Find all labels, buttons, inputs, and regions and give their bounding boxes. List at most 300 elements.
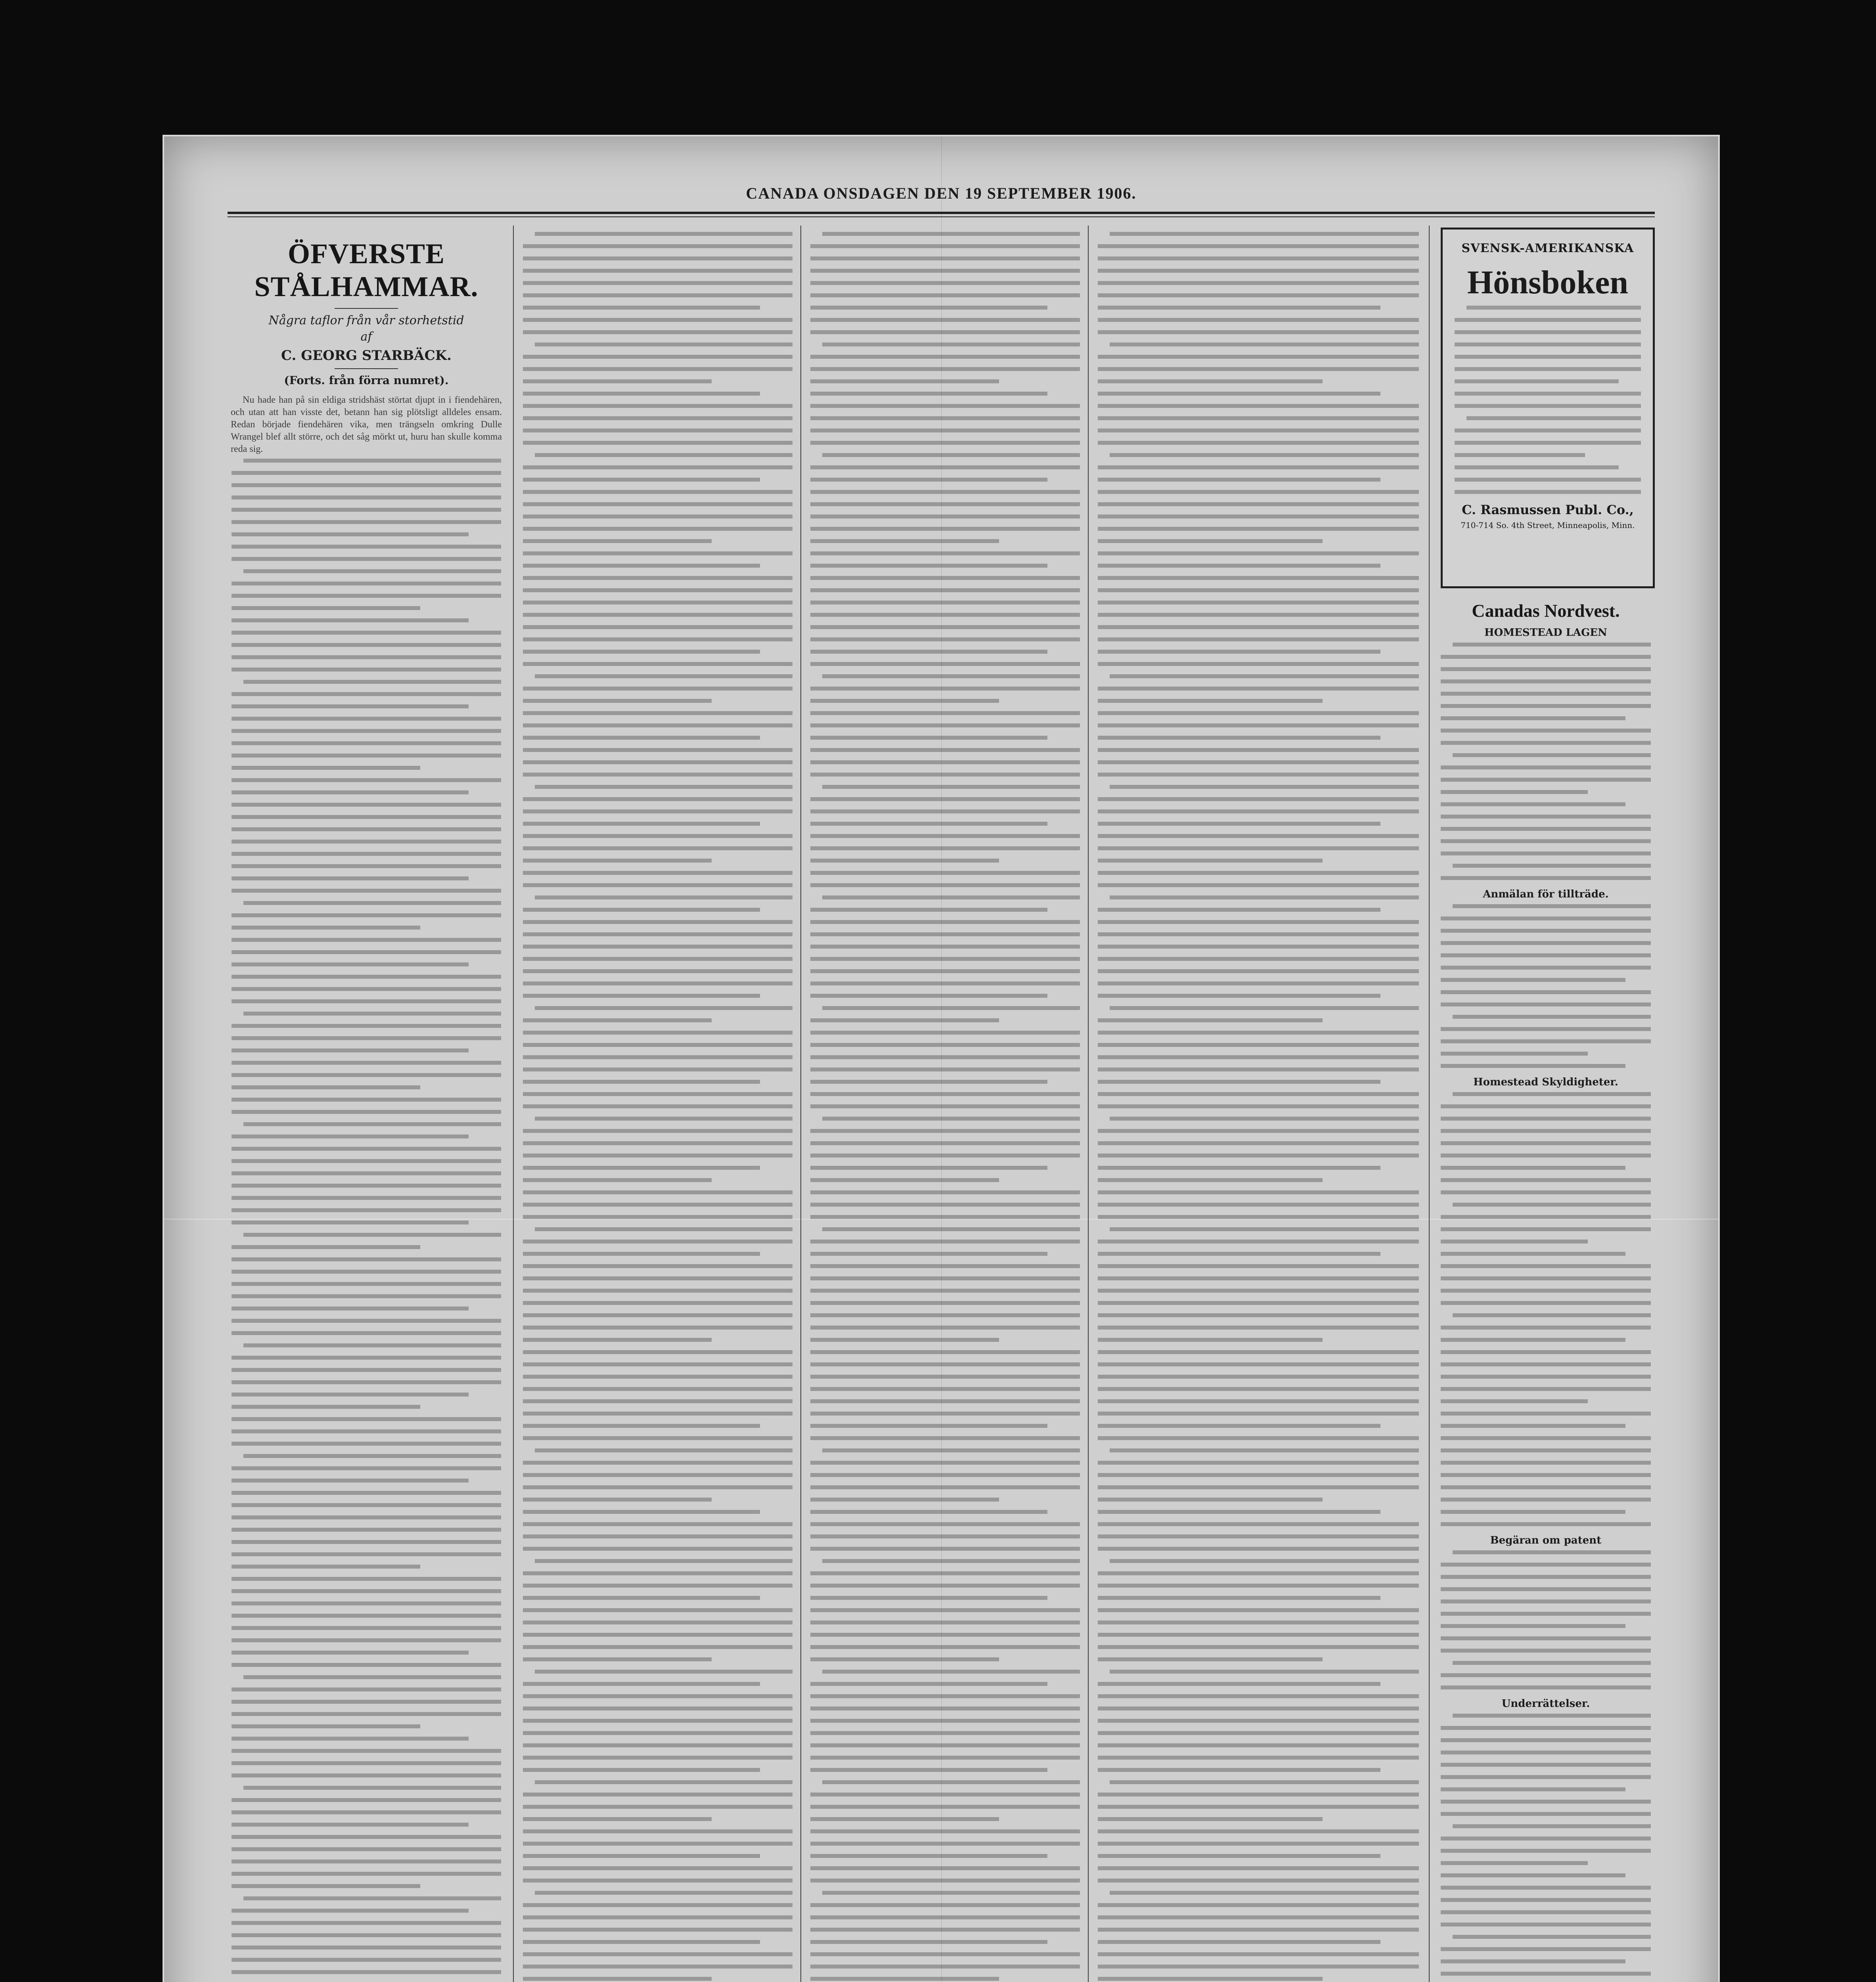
print-line xyxy=(810,1965,1080,1969)
print-line xyxy=(822,1780,1080,1784)
print-line xyxy=(1098,920,1419,924)
print-line xyxy=(523,1707,793,1710)
print-line xyxy=(523,1793,793,1796)
divider xyxy=(335,368,398,369)
print-line xyxy=(810,527,1080,531)
section-text xyxy=(1441,904,1651,1068)
print-line xyxy=(1098,1252,1380,1256)
print-line xyxy=(1441,1338,1625,1342)
print-line xyxy=(1098,1903,1419,1907)
print-line xyxy=(810,1694,1080,1698)
print-line xyxy=(232,766,420,770)
print-line xyxy=(535,674,793,678)
story-continuation-note: (Forts. från förra numret). xyxy=(284,374,449,387)
print-line xyxy=(810,1068,1080,1071)
print-line xyxy=(1098,564,1380,568)
print-line xyxy=(232,1724,420,1728)
print-line xyxy=(1098,281,1419,285)
column-rule xyxy=(513,226,514,1982)
print-line xyxy=(1098,1264,1419,1268)
print-line xyxy=(523,1498,712,1502)
print-line xyxy=(232,1601,501,1605)
print-line xyxy=(1098,515,1419,518)
column-4 xyxy=(1094,226,1423,1982)
print-line xyxy=(1453,1550,1651,1554)
print-line xyxy=(1441,704,1651,708)
print-line xyxy=(1110,1117,1419,1121)
print-line xyxy=(232,1036,501,1040)
print-line xyxy=(523,1682,760,1686)
print-line xyxy=(523,564,760,568)
print-line xyxy=(523,1633,793,1637)
print-line xyxy=(810,711,1080,715)
print-line xyxy=(523,392,760,396)
print-line xyxy=(232,1024,501,1028)
section-subtitle: Homestead Skyldigheter. xyxy=(1473,1076,1618,1088)
masthead-rule xyxy=(228,212,1655,214)
print-line xyxy=(232,1651,469,1655)
print-line xyxy=(1441,1959,1625,1963)
print-line xyxy=(1441,716,1625,720)
print-line xyxy=(232,1442,501,1446)
print-line xyxy=(810,1547,1080,1551)
story-by: af xyxy=(360,330,372,344)
print-line xyxy=(810,539,999,543)
print-line xyxy=(810,1879,1080,1883)
print-line xyxy=(523,1620,793,1624)
print-line xyxy=(1110,1780,1419,1784)
print-line xyxy=(1098,1522,1419,1526)
print-line xyxy=(243,1786,501,1790)
print-line xyxy=(1441,1104,1651,1108)
print-line xyxy=(810,797,1080,801)
print-line xyxy=(1098,932,1419,936)
print-line xyxy=(1098,502,1419,506)
print-line xyxy=(232,1405,420,1409)
print-line xyxy=(1441,1215,1651,1219)
print-line xyxy=(523,1731,793,1735)
print-line xyxy=(232,1417,501,1421)
print-line xyxy=(810,1731,1080,1735)
print-line xyxy=(1098,1707,1419,1710)
print-line xyxy=(523,1068,793,1071)
print-line xyxy=(810,723,1080,727)
print-line xyxy=(1455,367,1641,371)
story-author: C. GEORG STARBÄCK. xyxy=(281,348,452,363)
print-line xyxy=(1455,465,1619,469)
print-line xyxy=(232,1921,501,1925)
print-line xyxy=(810,1584,1080,1588)
print-line xyxy=(1098,1854,1380,1858)
print-line xyxy=(1453,1824,1651,1828)
print-line xyxy=(523,601,793,605)
print-line xyxy=(523,1326,793,1330)
print-line xyxy=(1098,318,1419,322)
print-line xyxy=(523,699,712,703)
print-line xyxy=(523,588,793,592)
print-line xyxy=(1455,355,1641,359)
print-line xyxy=(523,1866,793,1870)
print-line xyxy=(523,1485,793,1489)
print-line xyxy=(1098,1756,1419,1760)
print-line xyxy=(810,1129,1080,1133)
print-line xyxy=(232,999,501,1003)
print-line xyxy=(810,1756,1080,1760)
print-line xyxy=(232,987,501,991)
print-line xyxy=(243,1012,501,1016)
print-line xyxy=(810,859,999,863)
ad-publisher: C. Rasmussen Publ. Co., xyxy=(1462,502,1634,517)
print-line xyxy=(1098,1387,1419,1391)
masthead-rule-thin xyxy=(228,216,1655,217)
print-line xyxy=(535,342,793,346)
print-line xyxy=(1098,1879,1419,1883)
column-1 xyxy=(228,226,505,1982)
print-line xyxy=(243,1343,501,1347)
print-line xyxy=(523,687,793,691)
print-line xyxy=(1441,1726,1651,1730)
print-line xyxy=(810,1018,999,1022)
print-line xyxy=(1441,1837,1651,1840)
print-line xyxy=(810,1952,1080,1956)
print-line xyxy=(232,1860,501,1863)
print-line xyxy=(1098,1977,1323,1981)
print-line xyxy=(1441,1350,1651,1354)
print-line xyxy=(810,1412,1080,1416)
print-line xyxy=(1098,871,1419,875)
print-line xyxy=(1098,1965,1419,1969)
print-line xyxy=(535,1780,793,1784)
print-line xyxy=(523,1645,793,1649)
print-line xyxy=(232,1282,501,1286)
print-line xyxy=(1098,429,1419,432)
print-line xyxy=(810,281,1080,285)
print-line xyxy=(1098,379,1323,383)
print-line xyxy=(1455,330,1641,334)
print-line xyxy=(523,1756,793,1760)
print-line xyxy=(1441,1276,1651,1280)
print-line xyxy=(810,1301,1080,1305)
print-line xyxy=(810,1657,999,1661)
print-line xyxy=(810,687,1080,691)
print-line xyxy=(232,1823,469,1827)
print-line xyxy=(1110,1670,1419,1674)
print-line xyxy=(523,1584,793,1588)
print-line xyxy=(1441,1289,1651,1293)
print-line xyxy=(1098,723,1419,727)
print-line xyxy=(1098,1129,1419,1133)
print-line xyxy=(523,1055,793,1059)
print-line xyxy=(810,1903,1080,1907)
print-line xyxy=(810,908,1047,912)
print-line xyxy=(822,895,1080,899)
print-line xyxy=(1441,1129,1651,1133)
print-line xyxy=(523,1104,793,1108)
print-line xyxy=(810,490,1080,494)
print-line xyxy=(1453,1203,1651,1207)
print-line xyxy=(810,588,1080,592)
print-line xyxy=(1098,1534,1419,1538)
print-line xyxy=(1098,416,1419,420)
print-line xyxy=(810,1055,1080,1059)
print-line xyxy=(810,1399,1080,1403)
print-line xyxy=(523,269,793,273)
print-line xyxy=(1441,1002,1651,1006)
print-line xyxy=(523,981,793,985)
print-line xyxy=(1098,1338,1323,1342)
print-line xyxy=(1441,692,1651,696)
print-line xyxy=(232,1085,420,1089)
print-line xyxy=(232,926,420,930)
print-line xyxy=(232,1970,501,1974)
print-line xyxy=(523,1965,793,1969)
print-line xyxy=(1098,1154,1419,1157)
print-line xyxy=(243,901,501,905)
print-line xyxy=(810,1842,1080,1846)
print-line xyxy=(1098,1596,1380,1600)
print-line xyxy=(1455,342,1641,346)
print-line xyxy=(523,920,793,924)
print-line xyxy=(1441,741,1651,745)
print-line xyxy=(523,797,793,801)
advertisement-honsboken xyxy=(1441,228,1655,588)
print-line xyxy=(232,668,501,672)
print-line xyxy=(523,1571,793,1575)
print-line xyxy=(523,846,793,850)
print-line xyxy=(1441,1154,1651,1157)
print-line xyxy=(1441,1252,1625,1256)
print-line xyxy=(1455,490,1641,494)
section-subtitle: Anmälan för tillträde. xyxy=(1483,888,1609,900)
print-line xyxy=(523,760,793,764)
print-line xyxy=(810,834,1080,838)
print-line xyxy=(243,1675,501,1679)
print-line xyxy=(810,1473,1080,1477)
print-line xyxy=(1441,1575,1651,1579)
print-line xyxy=(232,1761,501,1765)
print-line xyxy=(232,1749,501,1753)
print-line xyxy=(523,1080,760,1084)
print-line xyxy=(1098,846,1419,850)
print-line xyxy=(232,1073,501,1077)
print-line xyxy=(1441,1599,1651,1603)
print-line xyxy=(810,416,1080,420)
print-line xyxy=(1441,667,1651,671)
print-line xyxy=(1098,687,1419,691)
print-line xyxy=(810,601,1080,605)
print-line xyxy=(1098,625,1419,629)
print-line xyxy=(232,594,501,598)
print-line xyxy=(523,945,793,949)
print-line xyxy=(1098,883,1419,887)
print-line xyxy=(1441,802,1625,806)
print-line xyxy=(523,330,793,334)
print-line xyxy=(1098,1350,1419,1354)
print-line xyxy=(1441,1873,1625,1877)
print-line xyxy=(1098,1055,1419,1059)
print-line xyxy=(232,1356,501,1360)
print-line xyxy=(1098,367,1419,371)
story-opening: Nu hade han på sin eldiga stridshäst störtat djupt in i fiendehären, och utan att han visste det, betann han sig plötsligt alldeles ensam. Redan började fiendehären vika, men trängseln omkring Dulle Wrangel blef allt större, och det såg mörkt ut, huru han skulle komma reda sig. xyxy=(231,395,502,454)
print-line xyxy=(523,1547,793,1551)
print-line xyxy=(1455,404,1641,408)
column-rule xyxy=(800,226,801,1982)
print-line xyxy=(523,1092,793,1096)
print-line xyxy=(232,1946,501,1949)
print-line xyxy=(1098,244,1419,248)
print-line xyxy=(523,1903,793,1907)
print-line xyxy=(523,957,793,961)
print-line xyxy=(1098,1928,1419,1932)
print-line xyxy=(1455,478,1641,482)
print-line xyxy=(810,1154,1080,1157)
section-subtitle: Underrättelser. xyxy=(1501,1698,1590,1710)
print-line xyxy=(523,1154,793,1157)
print-line xyxy=(232,545,501,549)
print-line xyxy=(523,613,793,617)
print-line xyxy=(523,1694,793,1698)
print-line xyxy=(232,1331,501,1335)
print-line xyxy=(1110,1559,1419,1563)
print-line xyxy=(810,1571,1080,1575)
print-line xyxy=(232,1933,501,1937)
print-line xyxy=(243,1122,501,1126)
print-line xyxy=(232,913,501,917)
print-line xyxy=(1098,1633,1419,1637)
print-line xyxy=(523,1522,793,1526)
print-line xyxy=(523,809,793,813)
print-line xyxy=(1441,1264,1651,1268)
print-line xyxy=(1441,1240,1588,1244)
print-line xyxy=(535,785,793,789)
print-line xyxy=(243,1233,501,1237)
print-line xyxy=(523,822,760,826)
print-line xyxy=(810,1485,1080,1489)
print-line xyxy=(822,1227,1080,1231)
print-line xyxy=(810,957,1080,961)
print-line xyxy=(810,564,1047,568)
print-line xyxy=(523,527,793,531)
print-line xyxy=(1441,1166,1625,1170)
print-line xyxy=(1098,1620,1419,1624)
print-line xyxy=(1441,929,1651,933)
print-line xyxy=(523,969,793,973)
print-line xyxy=(1098,945,1419,949)
print-line xyxy=(523,1424,760,1428)
print-line xyxy=(523,1215,793,1219)
print-line xyxy=(1098,1092,1419,1096)
print-line xyxy=(810,367,1080,371)
print-line xyxy=(523,1461,793,1465)
print-line xyxy=(1098,588,1419,592)
column-2 xyxy=(519,226,796,1982)
print-line xyxy=(1455,379,1619,383)
print-line xyxy=(232,1687,501,1691)
print-line xyxy=(523,1203,793,1207)
print-line xyxy=(1441,1787,1625,1791)
print-line xyxy=(523,834,793,838)
print-line xyxy=(232,729,501,733)
print-line xyxy=(523,1510,760,1514)
print-line xyxy=(523,637,793,641)
print-line xyxy=(243,459,501,463)
story-text xyxy=(523,232,793,1982)
print-line xyxy=(1098,1485,1419,1489)
print-line xyxy=(232,950,501,954)
print-line xyxy=(1441,815,1651,819)
print-line xyxy=(810,748,1080,752)
print-line xyxy=(1098,773,1419,777)
print-line xyxy=(232,1626,501,1630)
print-line xyxy=(810,1522,1080,1526)
print-line xyxy=(810,1141,1080,1145)
print-line xyxy=(232,582,501,585)
print-line xyxy=(523,1375,793,1379)
print-line xyxy=(523,1854,760,1858)
print-line xyxy=(1441,1910,1651,1914)
print-line xyxy=(1098,404,1419,408)
divider xyxy=(335,308,398,309)
print-line xyxy=(1098,736,1380,740)
print-line xyxy=(1098,330,1419,334)
print-line xyxy=(1466,416,1641,420)
print-line xyxy=(523,429,793,432)
print-line xyxy=(232,803,501,807)
print-line xyxy=(810,1338,999,1342)
print-line xyxy=(810,318,1080,322)
print-line xyxy=(232,1958,501,1962)
print-line xyxy=(523,1178,712,1182)
column-rule xyxy=(1088,226,1089,1982)
print-line xyxy=(810,994,1047,998)
print-line xyxy=(1098,797,1419,801)
print-line xyxy=(523,1657,712,1661)
story-text xyxy=(232,459,501,1982)
print-line xyxy=(523,1043,793,1047)
print-line xyxy=(1098,527,1419,531)
print-line xyxy=(1098,465,1419,469)
print-line xyxy=(232,1663,501,1667)
print-line xyxy=(232,471,501,475)
print-line xyxy=(232,1466,501,1470)
print-line xyxy=(232,975,501,979)
print-line xyxy=(810,613,1080,617)
print-line xyxy=(1098,981,1419,985)
print-line xyxy=(1441,1812,1651,1816)
print-line xyxy=(535,1891,793,1895)
print-line xyxy=(810,945,1080,949)
print-line xyxy=(1098,1178,1323,1182)
print-line xyxy=(535,1227,793,1231)
print-line xyxy=(1098,551,1419,555)
print-line xyxy=(810,1031,1080,1035)
print-line xyxy=(523,1190,793,1194)
print-line xyxy=(1098,637,1419,641)
section-subtitle: HOMESTEAD LAGEN xyxy=(1484,627,1607,639)
print-line xyxy=(1098,1301,1419,1305)
print-line xyxy=(232,1307,469,1310)
print-line xyxy=(1098,1240,1419,1244)
print-line xyxy=(1441,1923,1651,1927)
print-line xyxy=(523,625,793,629)
print-line xyxy=(1098,1584,1419,1588)
print-line xyxy=(1098,1682,1380,1686)
print-line xyxy=(523,994,760,998)
print-line xyxy=(232,840,501,844)
print-line xyxy=(1441,1898,1651,1902)
print-line xyxy=(523,1436,793,1440)
print-line xyxy=(523,1141,793,1145)
